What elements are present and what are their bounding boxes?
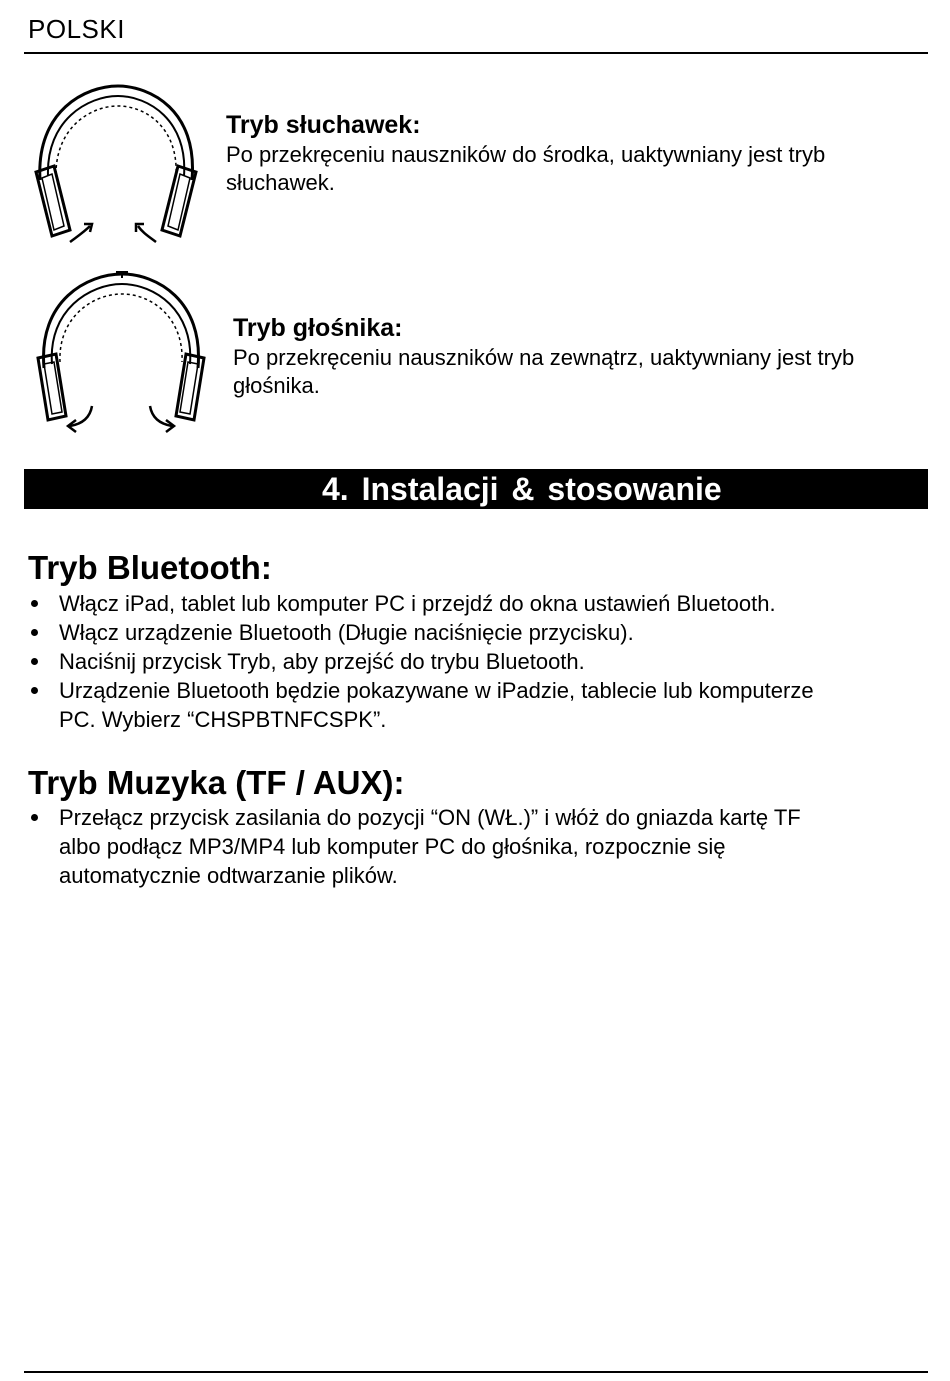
language-label: POLSKI bbox=[28, 14, 125, 44]
headphone-mode-block bbox=[226, 109, 906, 197]
section-banner bbox=[24, 469, 928, 509]
bullet-icon bbox=[31, 687, 38, 694]
header-divider bbox=[24, 52, 928, 54]
list-item: Przełącz przycisk zasilania do pozycji “ON (WŁ.)” i włóż do gniazda kartę TF albo podłącz MP3/MP4 lub komputer PC do głośnika, rozpocznie się automatycznie odtwarzanie plików. bbox=[28, 803, 918, 890]
list-item: Naciśnij przycisk Tryb, aby przejść do trybu Bluetooth. bbox=[28, 647, 918, 676]
speaker-mode-block bbox=[233, 312, 923, 400]
bullet-icon bbox=[31, 658, 38, 665]
headphones-outward-illustration bbox=[26, 268, 216, 436]
music-mode-heading: Tryb Muzyka (TF / AUX): bbox=[28, 764, 405, 801]
headphone-mode-title: Tryb słuchawek: bbox=[226, 111, 421, 139]
bluetooth-mode-heading: Tryb Bluetooth: bbox=[28, 549, 272, 586]
headphones-rotate-outward-icon bbox=[26, 268, 216, 436]
list-item: Włącz urządzenie Bluetooth (Długie naciśnięcie przycisku). bbox=[28, 618, 918, 647]
bullet-icon bbox=[31, 600, 38, 607]
speaker-mode-text-line2: głośnika. bbox=[233, 373, 320, 398]
list-item: Urządzenie Bluetooth będzie pokazywane w iPadzie, tablecie lub komputerze PC. Wybierz “CHSPBTNFCSPK”. bbox=[28, 676, 918, 734]
footer-divider bbox=[24, 1371, 928, 1373]
music-steps-list bbox=[28, 803, 918, 890]
headphones-inward-illustration bbox=[26, 80, 206, 248]
headphone-mode-text-line2: słuchawek. bbox=[226, 170, 335, 195]
bluetooth-steps-list bbox=[28, 589, 918, 734]
speaker-mode-title: Tryb głośnika: bbox=[233, 314, 403, 342]
bullet-icon bbox=[31, 814, 38, 821]
headphones-rotate-inward-icon bbox=[26, 80, 206, 248]
bullet-icon bbox=[31, 629, 38, 636]
section-title: 4. Instalacji & stosowanie bbox=[322, 471, 722, 507]
list-item: Włącz iPad, tablet lub komputer PC i przejdź do okna ustawień Bluetooth. bbox=[28, 589, 918, 618]
headphone-mode-text-line1: Po przekręceniu nauszników do środka, uaktywniany jest tryb bbox=[226, 142, 826, 167]
speaker-mode-text-line1: Po przekręceniu nauszników na zewnątrz, uaktywniany jest tryb bbox=[233, 345, 855, 370]
